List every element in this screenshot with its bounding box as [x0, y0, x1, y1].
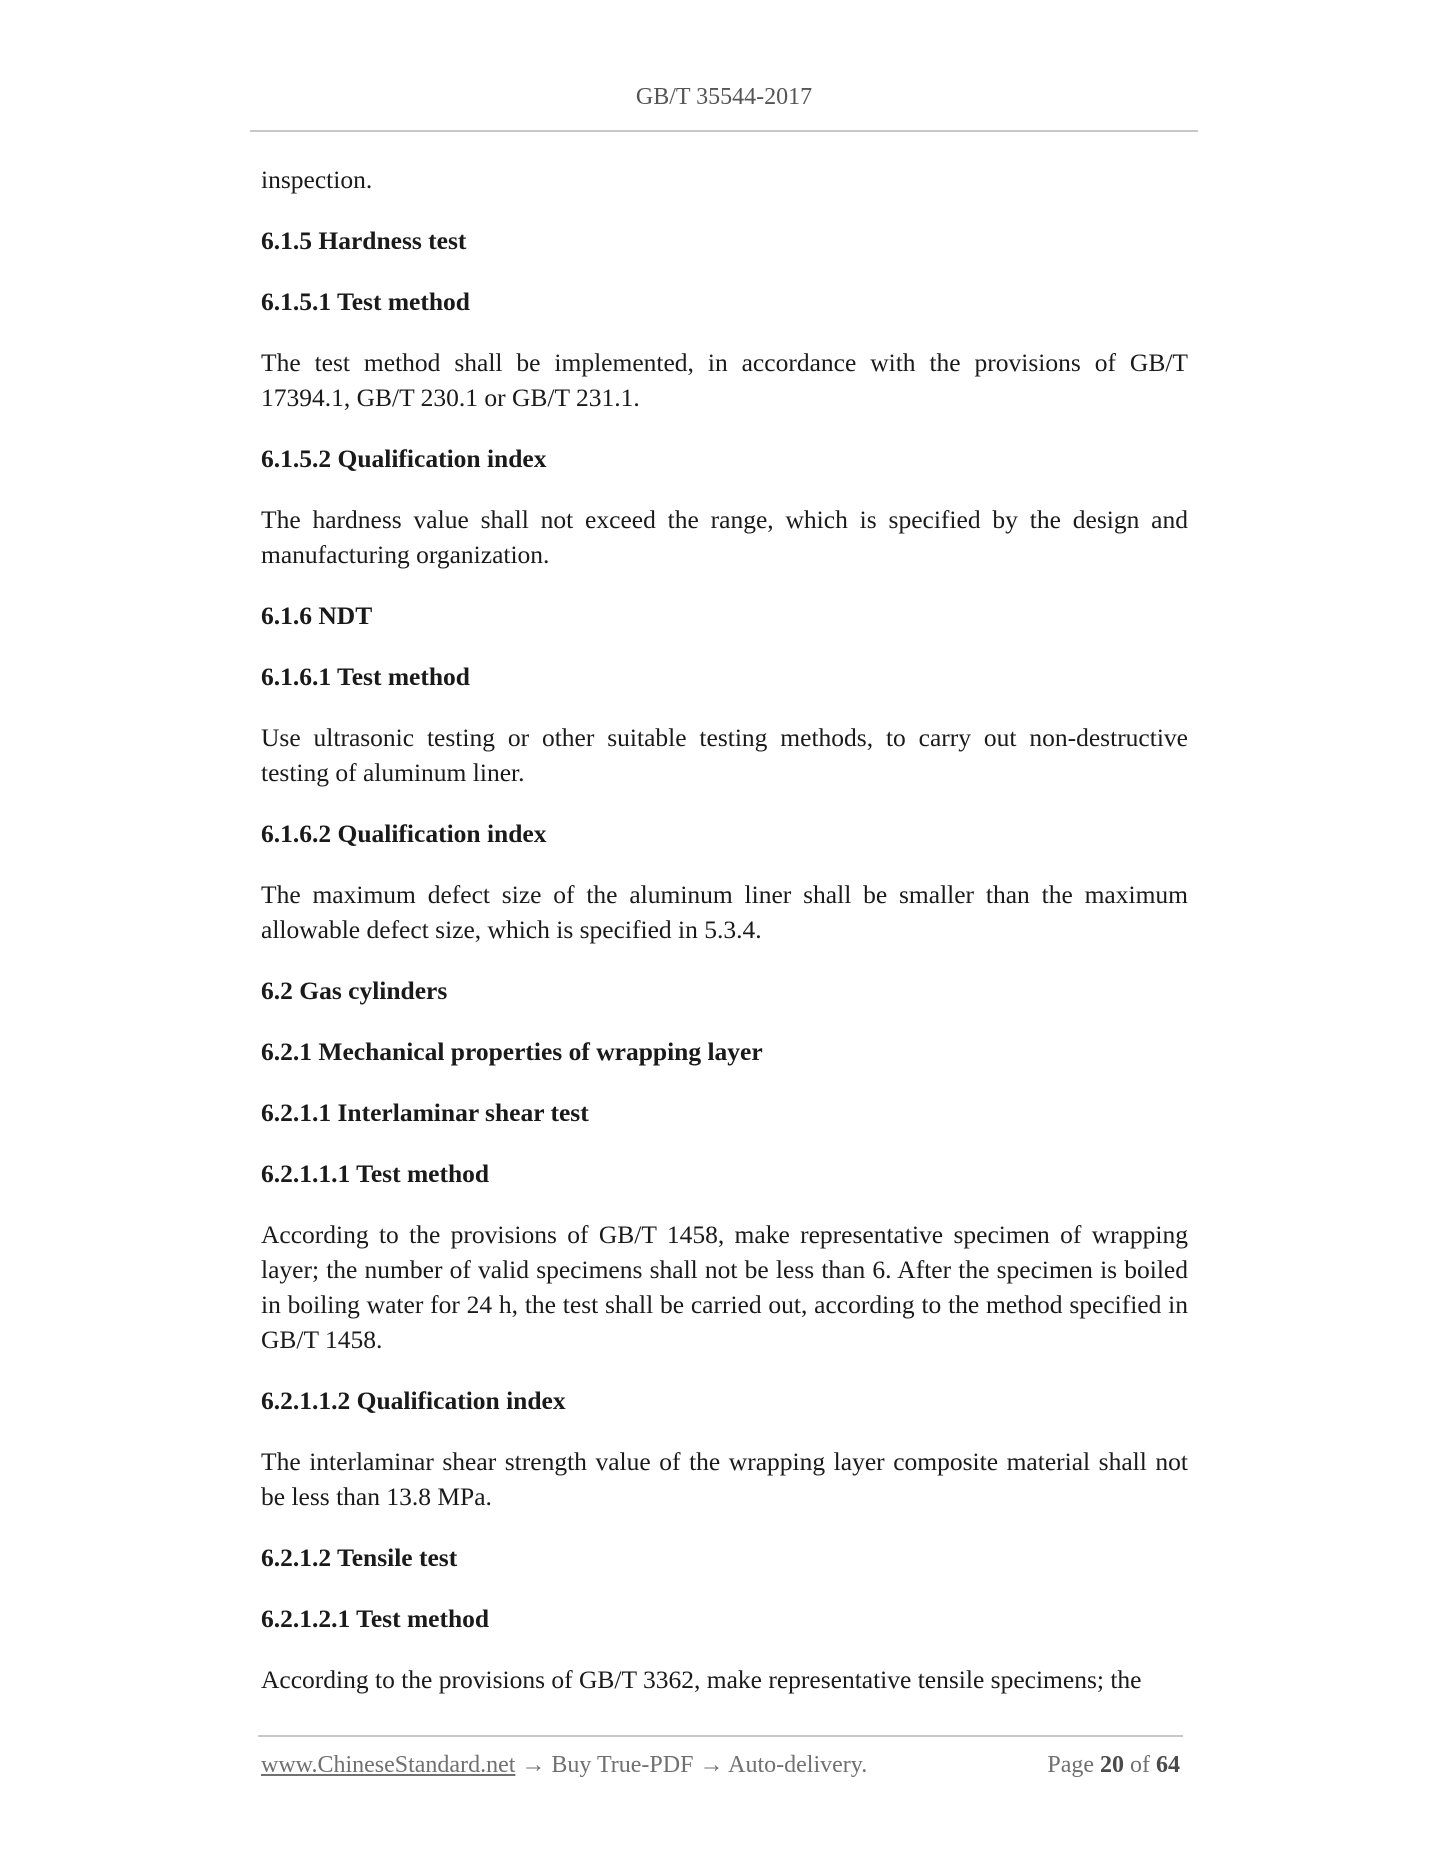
section-heading-6-1-6-2: 6.1.6.2 Qualification index — [261, 819, 547, 848]
website-link[interactable]: www.ChineseStandard.net — [261, 1752, 516, 1778]
body-paragraph: inspection. — [261, 165, 373, 194]
section-heading-6-2-1-1-2: 6.2.1.1.2 Qualification index — [261, 1386, 566, 1415]
buy-pdf-text: Buy True-PDF — [551, 1752, 694, 1778]
arrow-right-icon: → — [521, 1752, 546, 1778]
page-label: Page — [1047, 1752, 1094, 1778]
body-paragraph: According to the provisions of GB/T 3362, make representative tensile specimens; the — [261, 1665, 1142, 1694]
footer-divider — [258, 1735, 1183, 1737]
page-number: 20 — [1100, 1752, 1124, 1778]
arrow-right-icon: → — [699, 1752, 724, 1778]
section-heading-6-1-5-1: 6.1.5.1 Test method — [261, 287, 470, 316]
header-divider — [250, 130, 1198, 132]
document-body — [261, 162, 1188, 1723]
body-paragraph: The hardness value shall not exceed the range, which is specified by the design and manufacturing organization. — [261, 505, 1188, 569]
section-heading-6-2-1-2-1: 6.2.1.2.1 Test method — [261, 1604, 490, 1633]
footer-promo — [261, 1752, 867, 1779]
page-indicator — [1047, 1752, 1180, 1779]
running-header: GB/T 35544-2017 — [635, 84, 813, 110]
body-paragraph: The maximum defect size of the aluminum liner shall be smaller than the maximum allowable defect size, which is specified in 5.3.4. — [261, 880, 1188, 944]
section-heading-6-2-1-2: 6.2.1.2 Tensile test — [261, 1543, 458, 1572]
section-heading-6-1-5-2: 6.1.5.2 Qualification index — [261, 444, 547, 473]
auto-delivery-text: Auto-delivery. — [728, 1752, 868, 1778]
of-label: of — [1130, 1752, 1150, 1778]
page-total: 64 — [1156, 1752, 1180, 1778]
section-heading-6-2: 6.2 Gas cylinders — [261, 976, 448, 1005]
body-paragraph: According to the provisions of GB/T 1458, make representative specimen of wrapping layer; the number of valid specimens shall not be less than 6. After the specimen is boiled in boiling water for 24 h, the test shall be carried out, according to the method specified in GB/T 1458. — [261, 1220, 1188, 1354]
section-heading-6-2-1-1: 6.2.1.1 Interlaminar shear test — [261, 1098, 589, 1127]
section-heading-6-2-1-1-1: 6.2.1.1.1 Test method — [261, 1159, 490, 1188]
section-heading-6-1-5: 6.1.5 Hardness test — [261, 226, 467, 255]
body-paragraph: The test method shall be implemented, in accordance with the provisions of GB/T 17394.1, GB/T 230.1 or GB/T 231.1. — [261, 348, 1188, 412]
section-heading-6-1-6: 6.1.6 NDT — [261, 601, 373, 630]
section-heading-6-1-6-1: 6.1.6.1 Test method — [261, 662, 470, 691]
body-paragraph: The interlaminar shear strength value of the wrapping layer composite material shall not be less than 13.8 MPa. — [261, 1447, 1188, 1511]
section-heading-6-2-1: 6.2.1 Mechanical properties of wrapping layer — [261, 1037, 763, 1066]
body-paragraph: Use ultrasonic testing or other suitable testing methods, to carry out non-destructive testing of aluminum liner. — [261, 723, 1188, 787]
